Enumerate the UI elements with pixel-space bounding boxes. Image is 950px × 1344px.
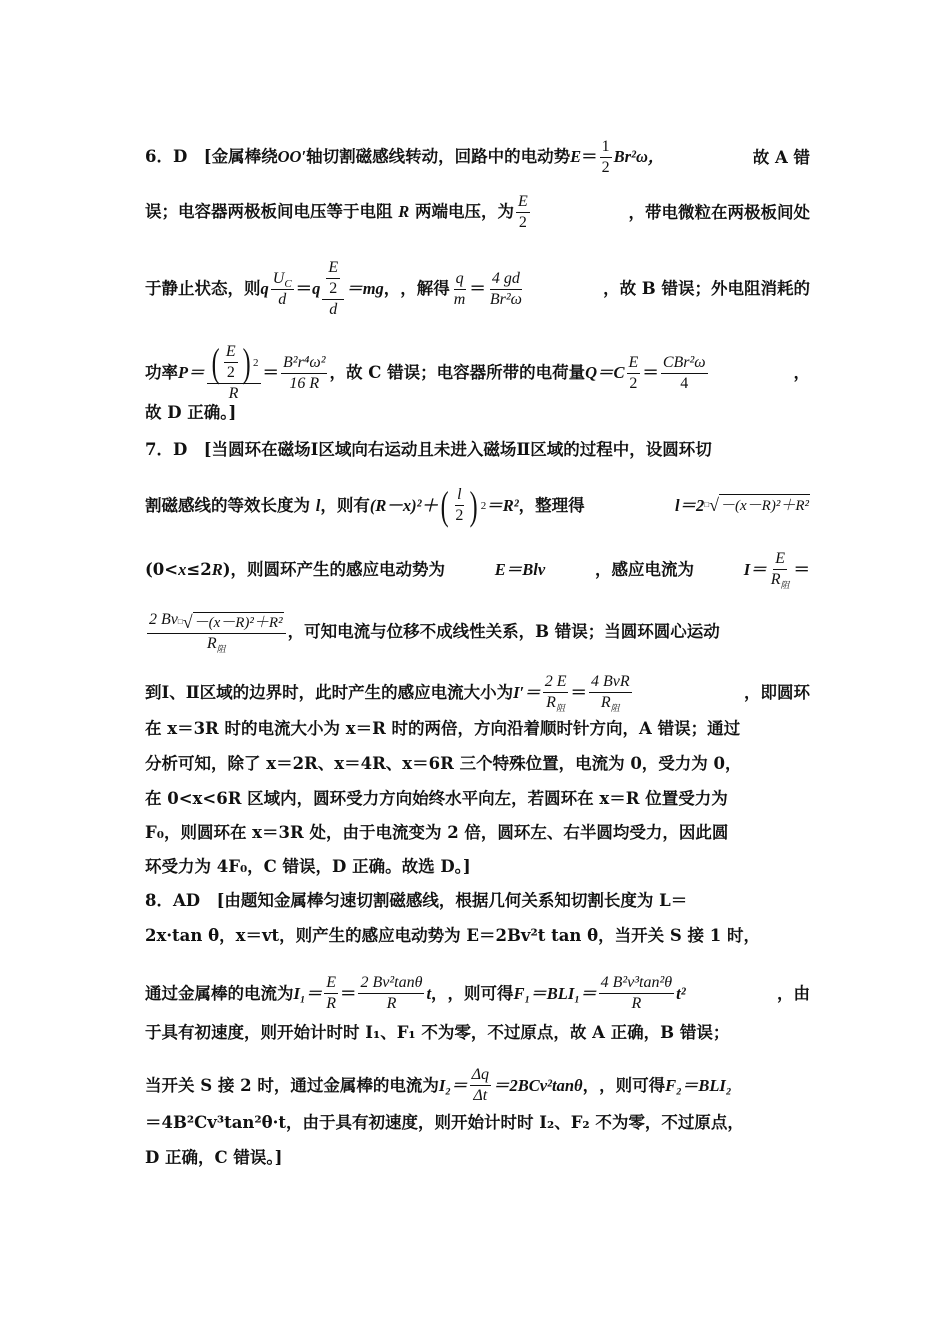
q6-text: 功率 — [145, 363, 178, 382]
math-symbol: ＝ — [570, 682, 587, 702]
q7-text: 7．D [当圆环在磁场Ⅰ区域向右运动且未进入磁场Ⅱ区域的过程中，设圆环切 — [145, 440, 712, 459]
fraction — [543, 672, 569, 713]
q7-text: ，整理得 — [518, 495, 585, 515]
denominator: 2 — [329, 280, 338, 297]
denominator: 2 — [629, 374, 638, 392]
radicand: －(x－R)²＋R² — [719, 494, 810, 517]
fraction — [207, 339, 261, 404]
denominator — [544, 693, 567, 713]
denominator: R — [228, 385, 239, 402]
subscript: 阻 — [610, 703, 620, 714]
subscript: 阻 — [555, 703, 565, 714]
denominator — [769, 570, 792, 590]
math-expression: (R－x)²＋ — [369, 495, 439, 515]
q7-line-2 — [145, 482, 810, 528]
denominator — [599, 693, 622, 713]
math-symbol: q — [312, 279, 321, 298]
fraction — [281, 353, 327, 394]
numerator: l — [455, 485, 463, 506]
math-expression: Q＝C — [585, 363, 625, 382]
q7-text: 到Ⅰ、Ⅱ区域的边界时，此时产生的感应电流大小为 — [145, 682, 514, 702]
q6-text: ，故 C 错误；电容器所带的电荷量 — [329, 363, 586, 382]
q6-text: ，解得 — [400, 279, 450, 298]
radical — [178, 612, 284, 633]
q7-text: 环受力为 4F₀，C 错误，D 正确。故选 D。] — [145, 857, 471, 876]
math-symbol: U — [272, 269, 285, 287]
fraction — [769, 549, 792, 590]
numerator: CBr²ω — [661, 353, 708, 374]
q6-text: 故 D 正确。] — [145, 403, 237, 422]
numerator: E — [224, 342, 238, 363]
sqrt-icon: √ — [709, 495, 720, 515]
math-expression: ＝mg — [346, 279, 384, 298]
fraction — [452, 269, 468, 310]
q8-text: ＝4B²Cv³tan²θ·t，由于具有初速度，则开始计时时 I₂、F₂ 不为零，不过原点， — [145, 1113, 744, 1132]
math-expression: ＝R² — [486, 495, 519, 515]
denominator — [205, 634, 228, 654]
q7-text: ≤2 — [186, 559, 212, 579]
fraction — [147, 610, 286, 654]
q7-line-5 — [145, 672, 810, 713]
math-symbol: q — [260, 279, 269, 298]
math-symbol: R — [770, 571, 781, 588]
math-symbol: ＝ — [469, 279, 486, 298]
denominator: R — [631, 995, 642, 1012]
numerator — [207, 339, 261, 385]
subscript: C — [284, 277, 292, 290]
numerator: 4 B²v³tan²θ — [599, 973, 675, 994]
root-index-icon: □ — [177, 617, 183, 626]
math-symbol: R — [398, 202, 410, 221]
q8-line-6 — [145, 1112, 810, 1134]
q7-text: 在 0<x<6R 区域内，圆环受力方向始终水平向左，若圆环在 x＝R 位置受力为 — [145, 789, 728, 808]
denominator: Br²ω — [489, 290, 522, 308]
math-symbol: E — [570, 147, 582, 166]
denominator: Δt — [473, 1087, 488, 1104]
q7-text: ，则有 — [320, 495, 370, 515]
root-index-icon: □ — [704, 500, 710, 509]
math-expression: Br²ω， — [613, 147, 665, 166]
math-symbol: ＝ — [339, 983, 357, 1003]
q7-line-10 — [145, 856, 810, 878]
subscript: 阻 — [216, 644, 226, 655]
q7-text: ，感应电流为 — [595, 559, 694, 579]
numerator: 1 — [600, 137, 612, 158]
parenthesized-fraction: ( $\frac{l}{2}$ ) 2 — [440, 482, 487, 528]
math-expression: 2 Bv — [149, 611, 178, 628]
left-paren: ( — [440, 482, 449, 528]
denominator: 2 — [601, 159, 610, 176]
q6-line-2 — [145, 192, 810, 233]
math-symbol: R — [206, 635, 217, 652]
numerator: 2 Bv²tanθ — [358, 973, 424, 994]
fraction — [627, 353, 641, 394]
q6-text: ，带电微粒在两极板间处 — [628, 202, 810, 222]
q7-text: ，即圆环 — [744, 682, 810, 702]
q6-text: 6．D [金属棒绕 — [145, 147, 278, 166]
radical — [704, 494, 810, 517]
q7-line-6 — [145, 718, 810, 740]
q7-text: )，则圆环产生的感应电动势为 — [222, 559, 446, 579]
subscript: 阻 — [780, 580, 790, 591]
math-expression: I₁＝ — [293, 983, 323, 1003]
math-expression: I＝ — [743, 559, 767, 579]
punctuation: ， — [793, 363, 810, 382]
numerator: B²r⁴ω² — [281, 353, 327, 374]
q8-text: ，由 — [777, 983, 810, 1003]
math-symbol: t — [426, 983, 432, 1003]
denominator: 2 — [518, 214, 527, 231]
math-expression: t² — [676, 983, 686, 1003]
math-expression: F₂＝BLI₂ — [665, 1075, 732, 1095]
math-symbol: R — [600, 694, 611, 711]
q8-line-4 — [145, 1022, 810, 1044]
q8-text: 于具有初速度，则开始计时时 I₁、F₁ 不为零，不过原点，故 A 正确，B 错误； — [145, 1023, 730, 1042]
parenthesized-fraction: ( $\frac{E}{2}$ ) 2 — [211, 339, 259, 385]
fraction — [453, 485, 465, 526]
math-expression: I′＝ — [513, 682, 541, 702]
q6-text: 两端电压，为 — [415, 202, 515, 221]
q7-line-7 — [145, 753, 810, 775]
q8-text: 2x·tan θ，x＝vt，则产生的感应电动势为 E＝2Bv²t tan θ，当开关 S 接 1 时， — [145, 926, 761, 945]
math-expression: I₂＝ — [438, 1075, 468, 1095]
q7-text: ，可知电流与位移不成线性关系，B 错误；当圆环圆心运动 — [287, 622, 720, 641]
numerator: E — [627, 353, 641, 374]
fraction — [600, 137, 612, 178]
math-symbol: ＝ — [581, 147, 598, 166]
q6-line-1 — [145, 137, 810, 178]
fraction — [661, 353, 708, 394]
q6-text: ，故 B 错误；外电阻消耗的 — [603, 279, 810, 298]
q8-text: 通过金属棒的电流为 — [145, 983, 294, 1003]
fraction — [516, 192, 530, 233]
radicand: －(x－R)²＋R² — [193, 612, 284, 633]
fraction — [470, 1065, 491, 1106]
math-symbol: ＝ — [793, 559, 810, 579]
math-symbol: R — [211, 559, 223, 579]
numerator: 4 BvR — [589, 672, 632, 693]
q8-line-3 — [145, 973, 810, 1014]
q8-text: ，则可得 — [447, 983, 514, 1003]
numerator: 2 E — [543, 672, 569, 693]
denominator: d — [329, 301, 338, 318]
q6-text: 故 A 错 — [752, 147, 810, 167]
q8-text: 当开关 S 接 2 时，通过金属棒的电流为 — [145, 1075, 439, 1095]
q7-text: 分析可知，除了 x＝2R、x＝4R、x＝6R 三个特殊位置，电流为 0，受力为 0， — [145, 754, 742, 773]
q6-text: 轴切割磁感线转动，回路中的电动势 — [306, 147, 571, 166]
denominator: 2 — [455, 507, 464, 524]
math-symbol: l — [315, 495, 321, 515]
punctuation: ， — [431, 983, 448, 1003]
numerator: E — [324, 973, 338, 994]
math-symbol: x — [178, 559, 187, 579]
numerator: q — [454, 269, 466, 290]
right-paren: ) — [242, 339, 251, 385]
q7-line-1 — [145, 439, 810, 461]
numerator — [271, 269, 294, 290]
q7-text: 在 x＝3R 时的电流大小为 x＝R 时的两倍，方向沿着顺时针方向，A 错误；通过 — [145, 719, 741, 738]
fraction — [326, 258, 340, 299]
fraction — [358, 973, 424, 1014]
math-symbol: ＝ — [262, 363, 280, 382]
fraction — [488, 269, 524, 310]
math-symbol: ＝ — [642, 363, 659, 382]
q6-axis: OO′ — [277, 147, 307, 166]
denominator: 2 — [226, 364, 235, 381]
q8-text: ，则可得 — [599, 1075, 666, 1095]
right-paren: ) — [470, 482, 479, 528]
fraction — [589, 672, 632, 713]
numerator: Δq — [470, 1065, 491, 1086]
math-symbol: R — [546, 694, 556, 711]
q7-line-9 — [145, 822, 810, 844]
numerator: 4 gd — [490, 269, 522, 290]
math-expression: P＝ — [178, 363, 205, 382]
q8-line-7 — [145, 1147, 810, 1169]
sqrt-icon: √ — [182, 612, 193, 632]
q6-text: 于静止状态，则 — [145, 279, 261, 298]
math-symbol: ＝ — [295, 279, 313, 298]
q8-line-5 — [145, 1065, 810, 1106]
denominator: R — [386, 995, 397, 1012]
fraction — [322, 258, 344, 320]
numerator: E — [516, 192, 530, 213]
q8-line-1 — [145, 890, 810, 912]
numerator: E — [326, 258, 340, 279]
q6-line-5 — [145, 402, 810, 424]
q7-text: 割磁感线的等效长度为 — [145, 495, 310, 515]
denominator: d — [278, 290, 287, 308]
left-paren: ( — [211, 339, 220, 385]
q6-line-3 — [145, 258, 810, 320]
math-expression: ＝2BCv²tanθ — [492, 1075, 583, 1095]
q8-text: 8．AD [由题知金属棒匀速切割磁感线，根据几何关系知切割长度为 L＝ — [145, 891, 688, 910]
q7-line-3 — [145, 549, 810, 590]
q7-text: (0< — [145, 559, 179, 579]
numerator — [322, 258, 344, 300]
fraction — [224, 342, 238, 383]
numerator: E — [773, 549, 787, 570]
q7-line-4 — [145, 610, 810, 654]
q8-line-2 — [145, 925, 810, 947]
q8-text: D 正确，C 错误。] — [145, 1148, 283, 1167]
numerator — [147, 610, 286, 634]
denominator: R — [326, 995, 336, 1012]
math-expression: E＝Blv — [494, 559, 546, 579]
q6-line-4 — [145, 339, 810, 404]
q6-text: 误；电容器两极板间电压等于电阻 — [145, 202, 393, 221]
denominator: m — [453, 290, 466, 308]
math-expression: F₁＝BLI₁＝ — [513, 983, 597, 1003]
denominator: 16 R — [289, 374, 320, 392]
fraction — [324, 973, 338, 1014]
denominator: 4 — [680, 374, 689, 392]
math-expression: l＝2 — [674, 495, 705, 515]
q7-text: F₀，则圆环在 x＝3R 处，由于电流变为 2 倍，圆环左、右半圆均受力，因此圆 — [145, 823, 729, 842]
punctuation: ， — [383, 279, 401, 298]
punctuation: ， — [582, 1075, 600, 1095]
fraction — [271, 269, 294, 310]
q7-line-8 — [145, 788, 810, 810]
fraction — [599, 973, 675, 1014]
